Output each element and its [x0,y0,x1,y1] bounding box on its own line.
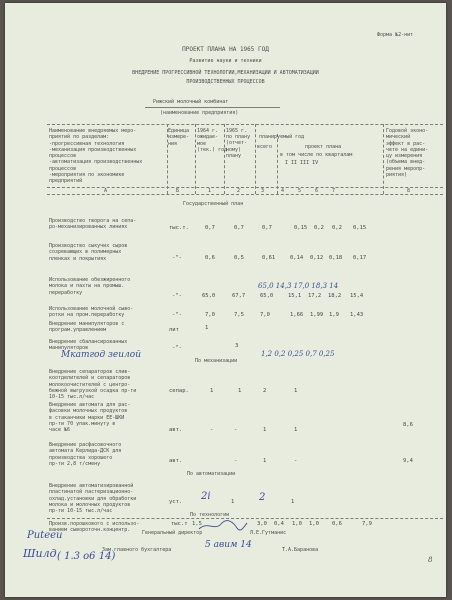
document-page: Форма №2-нит ПРОЕКТ ПЛАНА НА 1965 ГОД Развитие науки и техники ВНЕДРЕНИЕ ПРОГРЕССИВНОЙ ТЕХНОЛОГИИ,МЕХАНИЗАЦИИ И АВТОМАТИЗАЦИИ ПРОИЗВОДСТВЕННЫХ ПРОЦЕССОВ Рижский молочный комбинат (наименование предприятия) Наименование внедряемых меро- приятий по разделам: -прогрессивная технология -механизация производственных процессов -автоматизация производственных процессов -мероприятия по экономике предприятий Единица измере- ния 1964 г. ожидае- мое (тек.) год 1965 г. по плану (отчет- ному) плану планируемый год всего проект плана в том числе по кварталам I II III IV Годовой эконо- мический эффект в рас- чете на едини- цу измерения (объема внед- рения меропр- риятия) А Б 1 2 3 4 5 6 7 8 Государственный план Производство творога на сепа- ро-механизированных линиях тыс.т. 0,7 0,7 0,7 0,15 0,2 0,2 0,15 Производство сыкучих сыров созревающих в полимерных пленках и покрытиях -"- 0,6 0,5 0,61 0,14 0,12 0,18 0,17 Использование обезжиренного молока и пахты на промыш. переработку -"- 65,0 67,7 65,0 15,1 17,2 18,2 15,4 65,0 14,3 17,0 18,3 14 Использование молочной сыво- ротки на пром.переработку -"- 7,0 7,5 7,0 1,66 1,99 1,9 1,43 Внедрение манипуляторов с програм.управлением лит 1 Внедрение сбалансированных манипуляторов -"- 3 Мкатгод зеилой 1,2 0,2 0,25 0,7 0,25 По механизации Внедрение сепараторов слив- коотделителей и сепараторов молокоочистителей с центро- бежной выгрузкой осадка пр-ти 10-15 тыс.л/час сепар. 1 1 2 1 Внедрение автомата для рас- фасовки молочных продуктов в стаканчики марки ЕЕ-ШКИ пр-ти 70 упак.минуту в часе №6 авт. - - 1 1 8,6 Внедрение расфасовочного автомата Керлида-ДСК для производства хорошего пр-ти 2,8 т/смену авт. - 1 - 9,4 По автоматизации Внедрение автоматизированной пластинатой пастеризационно- охлад.установки для обработки молока и молочных продуктов пр-ти 10-15 тыс.л/час уст. 2i 1 2 1 По технологии Произв.порошкового с использо- ванием сывороточн.концентр. тыс.т 1,5 3,0 0,4 1,0 1,0 0,6 7,9 Генеральный директор Л.Е.Гутманис Зам.главного бухгалтера Т.А.Баранова 5 авим 14 Puteeu Шилд ( 1.3 o6 14) 8 [5,3,446,597]
header-1964-col: 1964 г. ожидае- мое (тек.) год [197,128,228,153]
row-1-name: Производство творога на сепа- ро-механизированных линиях [49,218,137,231]
header-quarter-numbers: I II III IV [285,160,319,166]
header-total: всего [257,144,273,150]
row-10-name: Внедрение автоматизированной пластинатой пастеризационно- охлад.установки для обработки молока и молочных продуктов пр-ти 10-15 тыс.л/час [49,483,137,515]
row-3-name: Использование обезжиренного молока и пахты на промыш. переработку [49,277,131,296]
row-8-name: Внедрение автомата для рас- фасовки молочных продуктов в стаканчики марки ЕЕ-ШКИ пр-ти 70 упак.минуту в часе №6 [49,402,131,434]
document-title: ПРОЕКТ ПЛАНА НА 1965 ГОД [182,46,269,53]
header-plan-year: планируемый год [259,134,305,140]
row-4-name: Использование молочной сыво- ротки на пром.переработку [49,306,134,319]
subject-line-1: ВНЕДРЕНИЕ ПРОГРЕССИВНОЙ ТЕХНОЛОГИИ,МЕХАНИЗАЦИИ И АВТОМАТИЗАЦИИ [132,70,319,76]
row-5-name: Внедрение манипуляторов с програм.управлением [49,321,125,334]
handwritten-note-2: Шилд [23,547,57,560]
page-mark: 8 [428,556,433,564]
accountant-signature: 5 авим 14 [205,540,252,550]
handwritten-note-3: ( 1.3 o6 14) [57,551,116,562]
section-automation: По автоматизации [187,471,236,477]
header-name-col: Наименование внедряемых меро- приятий по разделам: -прогрессивная технология -механизация производственных процессов -автоматизация производственных процессов -мероприятия по экономике предприятий [49,128,143,185]
row-2-name: Производство сыкучих сыров созревающих в полимерных пленках и покрытиях [49,243,128,262]
form-number: Форма №2-нит [377,32,414,38]
subject-line-2: ПРОИЗВОДСТВЕННЫХ ПРОЦЕССОВ [186,79,265,85]
header-1965: 1965 г. [226,128,248,134]
header-plan-col: по плану (отчет- ному) плану [226,134,251,159]
header-project: проект плана [305,144,342,150]
row-11-name: Произв.порошкового с использо- ванием сывороточн.концентр. [49,521,140,534]
row-7-name: Внедрение сепараторов слив- коотделителей и сепараторов молокоочистителей с центро- бежной выгрузкой осадка пр-ти 10-15 тыс.л/час [49,369,137,401]
section-technology: По технологии [190,512,230,518]
director-name: Л.Е.Гутманис [250,530,287,536]
section-state-plan: Государственный план [183,201,244,207]
header-effect-col: Годовой эконо- мический эффект в рас- чете на едини- цу измерения (объема внед- рения меропр- риятия) [386,128,429,179]
director-signature [197,519,249,533]
accountant-name: Т.А.Баранова [282,547,319,553]
section-heading: Развитие науки и техники [189,58,262,64]
row-6-name: Внедрение сбалансированных манипуляторов [49,339,128,352]
enterprise-name: Рижский молочный комбинат [153,99,229,105]
accountant-title: Зам.главного бухгалтера [102,547,172,553]
header-unit-col: Единица измере- ния [168,128,190,147]
row-9-name: Внедрение расфасовочного автомата Керлида-ДСК для производства хорошего пр-ти 2,8 т/смену [49,442,122,467]
section-mechanization: По механизации [195,358,238,364]
header-quarters: в том числе по кварталам [280,152,353,158]
handwritten-note-1: Puteeu [27,530,63,541]
enterprise-caption: (наименование предприятия) [160,110,239,116]
director-title: Генеральный директор [142,530,203,536]
